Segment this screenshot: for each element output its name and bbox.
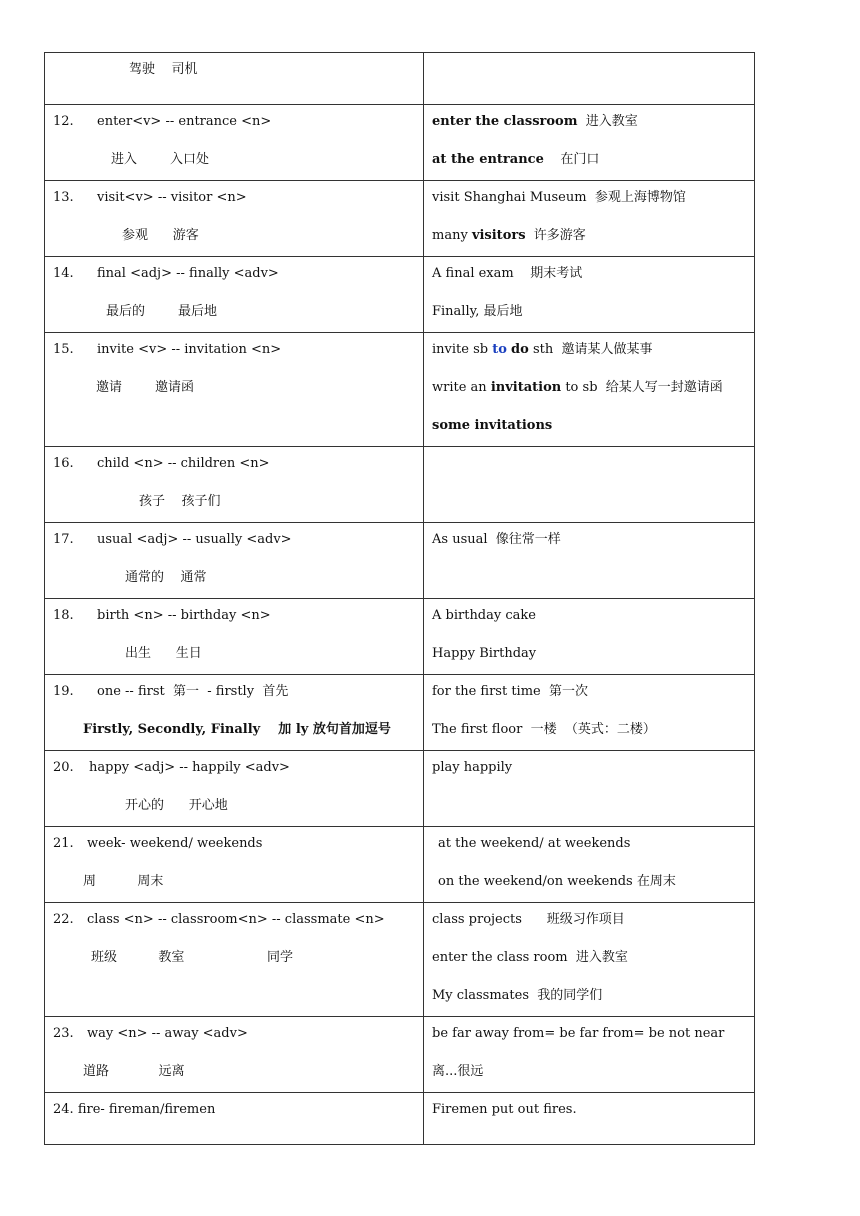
word-cell [45, 181, 424, 257]
word-cell [45, 105, 424, 181]
phrase: Firemen put out fires. [432, 1102, 577, 1117]
phrase: play happily [432, 760, 513, 775]
entry-number: 24. [53, 1102, 74, 1117]
phrase-en: write an [432, 380, 491, 395]
phrase: Finally, 最后地 [432, 304, 523, 319]
phrase-en: enter the classroom [432, 114, 578, 129]
usage-cell [424, 181, 755, 257]
entry-number: 13. [53, 190, 74, 205]
usage-cell [424, 599, 755, 675]
table-row [45, 751, 755, 827]
table-row [45, 599, 755, 675]
phrase: A final exam 期末考试 [432, 266, 583, 281]
word-cell [45, 1017, 424, 1093]
phrase-keyword: do [511, 342, 529, 357]
phrase-en: invite sb [432, 342, 493, 357]
meaning-cn: 最后的 最后地 [106, 304, 218, 319]
phrase: A birthday cake [432, 608, 536, 623]
entry-number: 22. [53, 912, 74, 927]
phrase-cn: sth 邀请某人做某事 [528, 342, 653, 357]
phrase: As usual 像往常一样 [432, 532, 561, 547]
table-row [45, 447, 755, 523]
usage-cell [424, 105, 755, 181]
usage-cell [424, 333, 755, 447]
word-forms: child <n> -- children <n> [97, 456, 270, 471]
word-cell [45, 675, 424, 751]
phrase: The first floor 一楼 （英式：二楼） [432, 722, 656, 737]
phrase-cn: 在门口 [543, 152, 600, 167]
phrase-cn: 进入教室 [577, 114, 638, 129]
table-row [45, 903, 755, 1017]
word-forms: final <adj> -- finally <adv> [97, 266, 279, 281]
usage-cell [424, 447, 755, 523]
meaning-cn: 出生 生日 [125, 646, 202, 661]
usage-cell [424, 257, 755, 333]
phrase-keyword: to [492, 342, 507, 357]
word-cell [45, 1093, 424, 1145]
meaning-cn: 开心的 开心地 [125, 798, 228, 813]
word-cell [45, 523, 424, 599]
word-cell [45, 333, 424, 447]
entry-number: 16. [53, 456, 74, 471]
word-forms: fire- fireman/firemen [77, 1102, 216, 1117]
word-cell [45, 257, 424, 333]
entry-number: 14. [53, 266, 74, 281]
phrase: Happy Birthday [432, 646, 537, 661]
table-row [45, 181, 755, 257]
meaning-cn: 通常的 通常 [125, 570, 207, 585]
entry-number: 20. [53, 760, 74, 775]
usage-cell [424, 675, 755, 751]
phrase: My classmates 我的同学们 [432, 988, 603, 1003]
word-cell [45, 53, 424, 105]
entry-number: 23. [53, 1026, 74, 1041]
word-forms: visit<v> -- visitor <n> [97, 190, 247, 205]
word-forms: happy <adj> -- happily <adv> [89, 760, 290, 775]
phrase-cn: to sb 给某人写一封邀请函 [561, 380, 723, 395]
phrase: class projects 班级习作项目 [432, 912, 625, 927]
phrase: some invitations [432, 418, 553, 433]
table-row [45, 1017, 755, 1093]
phrase: 离...很远 [432, 1064, 484, 1079]
entry-number: 19. [53, 684, 74, 699]
usage-cell [424, 1093, 755, 1145]
phrase: on the weekend/on weekends 在周末 [438, 874, 676, 889]
phrase: be far away from= be far from= be not near [432, 1026, 725, 1041]
meaning-cn: 周 周末 [83, 874, 164, 889]
table-row [45, 105, 755, 181]
entry-number: 12. [53, 114, 74, 129]
word-forms: one -- first 第一 - firstly 首先 [97, 684, 289, 699]
word-forms: usual <adj> -- usually <adv> [97, 532, 292, 547]
word-forms: class <n> -- classroom<n> -- classmate <n> [87, 912, 385, 927]
meaning-cn: 进入 入口处 [111, 152, 210, 167]
meaning-cn: 邀请 邀请函 [96, 380, 195, 395]
entry-number: 21. [53, 836, 74, 851]
word-cell [45, 599, 424, 675]
phrase-keyword: invitation [490, 380, 562, 395]
word-cell [45, 447, 424, 523]
phrase-en: at the entrance [432, 152, 544, 167]
phrase: visit Shanghai Museum 参观上海博物馆 [432, 190, 686, 205]
meaning-cn: 参观 游客 [122, 228, 199, 243]
table-row [45, 675, 755, 751]
usage-cell [424, 751, 755, 827]
meaning-cn: 孩子 孩子们 [139, 494, 221, 509]
usage-cell [424, 903, 755, 1017]
phrase-keyword: visitors [471, 228, 526, 243]
table-row [45, 257, 755, 333]
meaning-cn: 驾驶 司机 [129, 62, 198, 77]
table-row [45, 827, 755, 903]
word-forms: week- weekend/ weekends [87, 836, 263, 851]
word-cell [45, 827, 424, 903]
table-row [45, 1093, 755, 1145]
meaning-cn: 道路 远离 [83, 1064, 185, 1079]
word-forms: enter<v> -- entrance <n> [97, 114, 272, 129]
table-row [45, 333, 755, 447]
vocabulary-table [44, 52, 755, 1145]
entry-number: 17. [53, 532, 74, 547]
meaning-cn: 班级 教室 同学 [91, 950, 293, 965]
table-row [45, 53, 755, 105]
word-forms: birth <n> -- birthday <n> [97, 608, 271, 623]
phrase: at the weekend/ at weekends [438, 836, 631, 851]
phrase: enter the class room 进入教室 [432, 950, 628, 965]
table-row [45, 523, 755, 599]
usage-cell [424, 827, 755, 903]
entry-number: 15. [53, 342, 74, 357]
word-forms: way <n> -- away <adv> [87, 1026, 248, 1041]
phrase: for the first time 第一次 [432, 684, 588, 699]
word-cell [45, 751, 424, 827]
word-forms: invite <v> -- invitation <n> [97, 342, 282, 357]
entry-number: 18. [53, 608, 74, 623]
usage-cell [424, 523, 755, 599]
word-cell [45, 903, 424, 1017]
note: Firstly, Secondly, Finally 加 ly 放句首加逗号 [83, 722, 391, 737]
phrase-en: many [432, 228, 472, 243]
phrase-cn: 许多游客 [525, 228, 586, 243]
usage-cell [424, 1017, 755, 1093]
usage-cell [424, 53, 755, 105]
